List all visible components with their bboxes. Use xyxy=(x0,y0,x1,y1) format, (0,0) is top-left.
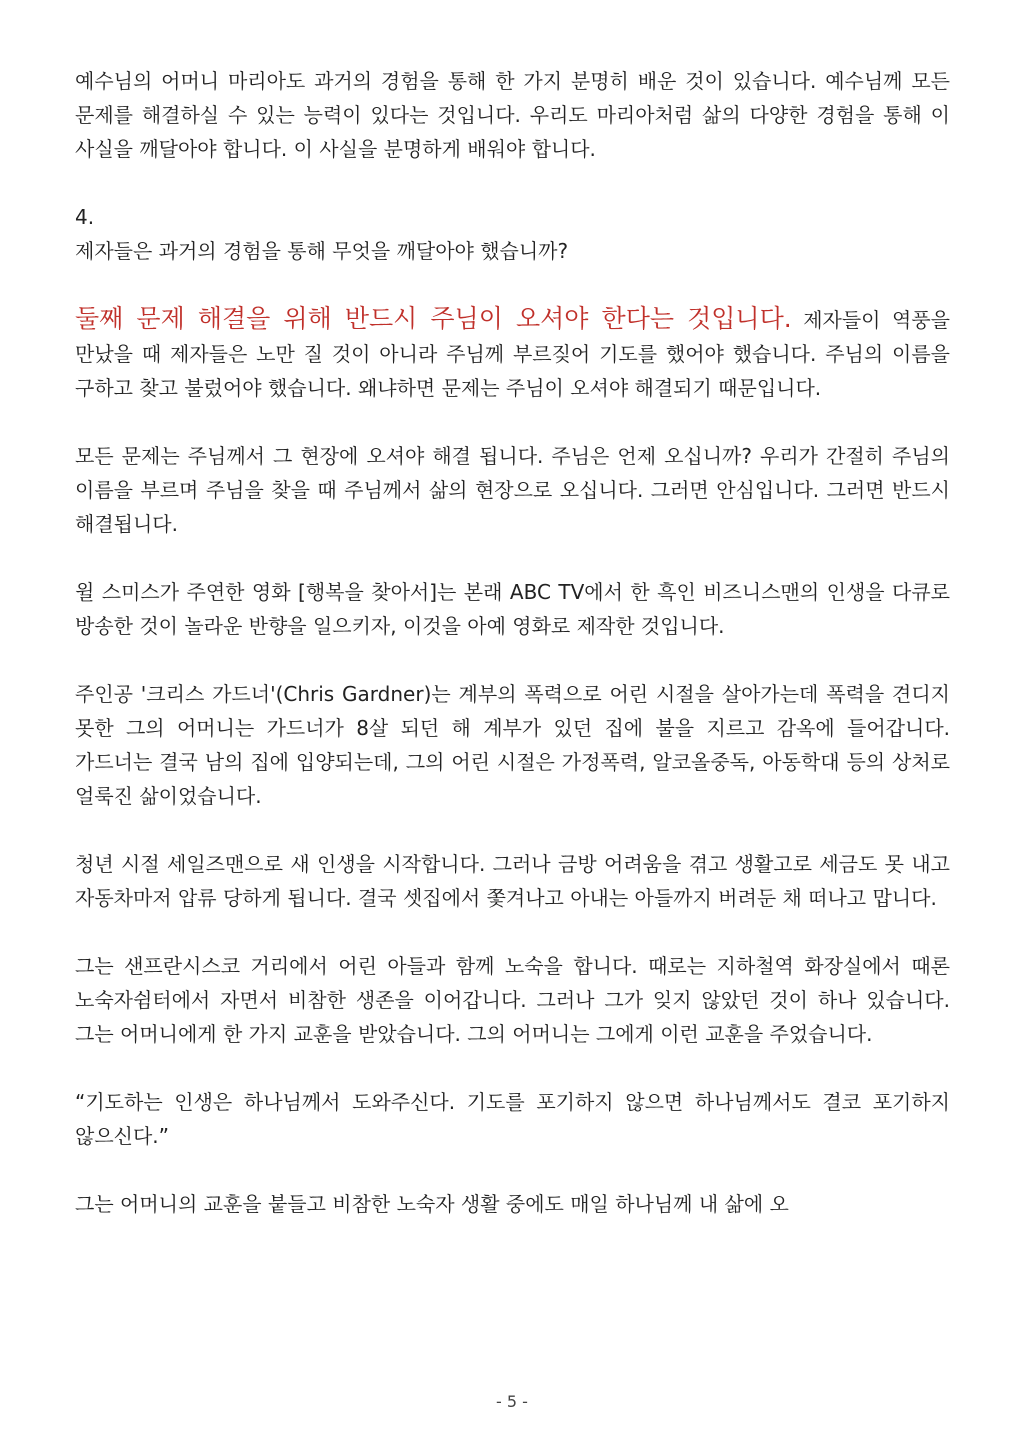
paragraph-lord-comes: 모든 문제는 주님께서 그 현장에 오셔야 해결 됩니다. 주님은 언제 오십니까? 우리가 간절히 주님의 이름을 부르며 주님을 찾을 때 주님께서 삶의 현장으로 오십니다. 그러면 안심입니다. 그러면 반드시 해결됩니다. xyxy=(75,444,950,536)
paragraph-salesman-life: 청년 시절 세일즈맨으로 새 인생을 시작합니다. 그러나 금방 어려움을 겪고 생활고로 세금도 못 내고 자동차마저 압류 당하게 됩니다. 결국 셋집에서 쫓겨나고 아내는 아들까지 버려둔 채 떠나고 맙니다. xyxy=(75,852,950,910)
paragraph-continues: 그는 어머니의 교훈을 붙들고 비참한 노숙자 생활 중에도 매일 하나님께 내 삶에 오 xyxy=(75,1192,789,1216)
document-body xyxy=(75,64,950,1221)
paragraph-homeless: 그는 샌프란시스코 거리에서 어린 아들과 함께 노숙을 합니다. 때로는 지하철역 화장실에서 때론 노숙자쉼터에서 자면서 비참한 생존을 이어갑니다. 그러나 그가 잊지 않았던 것이 하나 있습니다. 그는 어머니에게 한 가지 교훈을 받았습니다. 그의 어머니는 그에게 이런 교훈을 주었습니다. xyxy=(75,954,950,1046)
paragraph-chris-childhood: 주인공 '크리스 가드너'(Chris Gardner)는 계부의 폭력으로 어린 시절을 살아가는데 폭력을 견디지 못한 그의 어머니는 가드너가 8살 되던 해 계부가 있던 집에 불을 지르고 감옥에 들어갑니다. 가드너는 결국 남의 집에 입양되는데, 그의 어린 시절은 가정폭력, 알코올중독, 아동학대 등의 상처로 얼룩진 삶이었습니다. xyxy=(75,682,950,808)
paragraph-mother-quote: “기도하는 인생은 하나님께서 도와주신다. 기도를 포기하지 않으면 하나님께서도 결코 포기하지 않으신다.” xyxy=(75,1090,950,1148)
section-question: 제자들은 과거의 경험을 통해 무엇을 깨달아야 했습니까? xyxy=(75,239,569,263)
paragraph-movie-intro: 윌 스미스가 주연한 영화 [행복을 찾아서]는 본래 ABC TV에서 한 흑인 비즈니스맨의 인생을 다큐로 방송한 것이 놀라운 반향을 일으키자, 이것을 아예 영화로 제작한 것입니다. xyxy=(75,580,950,638)
section-number: 4. xyxy=(75,205,95,229)
paragraph-second-point xyxy=(75,302,950,405)
paragraph-mary-lesson: 예수님의 어머니 마리아도 과거의 경험을 통해 한 가지 분명히 배운 것이 있습니다. 예수님께 모든 문제를 해결하실 수 있는 능력이 있다는 것입니다. 우리도 마리아처럼 삶의 다양한 경험을 통해 이 사실을 깨달아야 합니다. 이 사실을 분명하게 배워야 합니다. xyxy=(75,69,950,161)
highlighted-heading: 둘째 문제 해결을 위해 반드시 주님이 오셔야 한다는 것입니다. xyxy=(75,304,792,333)
page-number: - 5 - xyxy=(496,1392,528,1411)
paragraph-second-point-text: 제자들이 역풍을 만났을 때 제자들은 노만 질 것이 아니라 주님께 부르짖어 기도를 했어야 했습니다. 주님의 이름을 구하고 찾고 불렀어야 했습니다. 왜냐하면 문제는 주님이 오셔야 해결되기 때문입니다. xyxy=(75,308,950,400)
